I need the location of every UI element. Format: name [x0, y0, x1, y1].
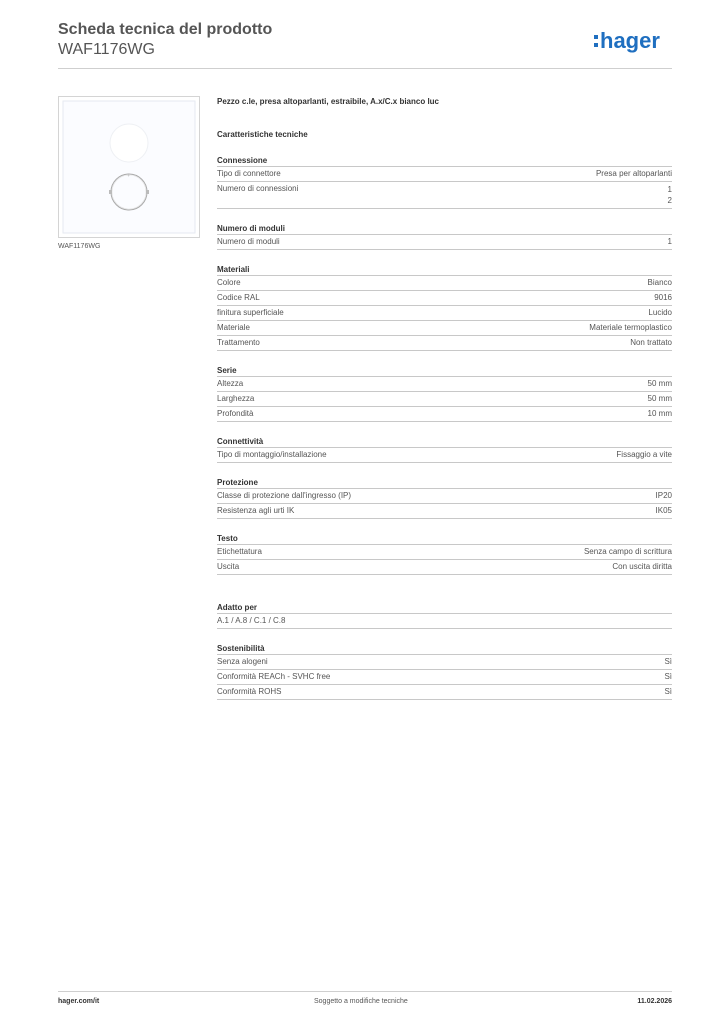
- section-title: Connettività: [217, 436, 672, 448]
- spec-value: IP20: [655, 491, 672, 500]
- footer-divider: [58, 991, 672, 992]
- spec-value: Presa per altoparlanti: [595, 169, 672, 178]
- spec-label: Tipo di connettore: [217, 169, 281, 178]
- spec-value: Sì: [664, 687, 672, 696]
- section-title: Sostenibilità: [217, 643, 672, 655]
- section-adatto-per: [217, 602, 672, 629]
- section-title: Serie: [217, 365, 672, 377]
- spec-row: [217, 504, 672, 519]
- spec-label: Conformità REACh - SVHC free: [217, 672, 331, 681]
- spec-row: [217, 489, 672, 504]
- spec-row: [217, 545, 672, 560]
- spec-label: finitura superficiale: [217, 308, 284, 317]
- footer-note: Soggetto a modifiche tecniche: [314, 998, 408, 1005]
- spec-row: [217, 407, 672, 422]
- characteristics-title: Caratteristiche tecniche: [217, 130, 308, 139]
- spec-row: [217, 377, 672, 392]
- product-image: [58, 96, 200, 238]
- page-title: Scheda tecnica del prodotto: [58, 21, 273, 38]
- spec-value: Materiale termoplastico: [589, 323, 672, 332]
- section-title: Connessione: [217, 155, 672, 167]
- spec-row: [217, 448, 672, 463]
- spec-label: Codice RAL: [217, 293, 260, 302]
- section-title: Numero di moduli: [217, 223, 672, 235]
- spec-label: Altezza: [217, 379, 244, 388]
- section-sostenibilita: [217, 643, 672, 700]
- section-title: Adatto per: [217, 602, 672, 614]
- section-moduli: [217, 223, 672, 250]
- svg-text:+: +: [127, 173, 130, 179]
- footer-date: 11.02.2026: [637, 998, 672, 1005]
- spec-value: Sì: [664, 672, 672, 681]
- footer-website-link[interactable]: hager.com/it: [58, 998, 100, 1005]
- spec-value: 10 mm: [647, 409, 672, 418]
- spec-value: 50 mm: [647, 379, 672, 388]
- section-protezione: [217, 477, 672, 519]
- section-materiali: [217, 264, 672, 351]
- spec-label: Profondità: [217, 409, 254, 418]
- spec-value: 9016: [654, 293, 672, 302]
- hager-logo: [592, 26, 672, 54]
- product-description: Pezzo c.le, presa altoparlanti, estraibile, A.x/C.x bianco luc: [217, 97, 439, 106]
- spec-value: 1: [667, 185, 672, 194]
- spec-row: [217, 167, 672, 182]
- spec-row: [217, 235, 672, 250]
- section-connessione: [217, 155, 672, 209]
- image-caption: WAF1176WG: [58, 243, 101, 250]
- spec-label: A.1 / A.8 / C.1 / C.8: [217, 616, 286, 625]
- spec-label: Materiale: [217, 323, 250, 332]
- spec-value: IK05: [655, 506, 672, 515]
- spec-label: Numero di moduli: [217, 237, 280, 246]
- section-title: Testo: [217, 533, 672, 545]
- spec-value: Non trattato: [630, 338, 672, 347]
- spec-row: [217, 655, 672, 670]
- spec-value: Bianco: [647, 278, 672, 287]
- spec-row: [217, 276, 672, 291]
- spec-label: Tipo di montaggio/installazione: [217, 450, 327, 459]
- product-code: WAF1176WG: [58, 41, 155, 58]
- spec-value: Con uscita diritta: [612, 562, 672, 571]
- header-divider: [58, 68, 672, 69]
- product-illustration: [59, 97, 199, 237]
- spec-value-group: [668, 184, 672, 206]
- spec-row: [217, 685, 672, 700]
- spec-value: Senza campo di scrittura: [583, 547, 672, 556]
- spec-label: Conformità ROHS: [217, 687, 282, 696]
- spec-value: 1: [667, 237, 672, 246]
- spec-row: [217, 614, 672, 629]
- spec-row: [217, 336, 672, 351]
- spec-label: Senza alogeni: [217, 657, 268, 666]
- spec-row: [217, 306, 672, 321]
- spec-value: Sì: [664, 657, 672, 666]
- spec-label: Etichettatura: [217, 547, 262, 556]
- section-title: Materiali: [217, 264, 672, 276]
- spec-row: [217, 291, 672, 306]
- spec-label: Uscita: [217, 562, 240, 571]
- spec-value: Fissaggio a vite: [616, 450, 672, 459]
- spec-label: Classe di protezione dall'ingresso (IP): [217, 491, 352, 500]
- spec-panel: [217, 96, 672, 700]
- spec-value: 2: [667, 196, 672, 205]
- spec-label: Colore: [217, 278, 241, 287]
- spec-row: [217, 182, 672, 209]
- spec-label: Larghezza: [217, 394, 255, 403]
- spec-label: Numero di connessioni: [217, 184, 299, 193]
- page-header: [58, 20, 672, 60]
- logo-text: hager: [600, 28, 660, 53]
- spec-label: Trattamento: [217, 338, 260, 347]
- spec-value: Lucido: [648, 308, 672, 317]
- section-testo: [217, 533, 672, 575]
- section-serie: [217, 365, 672, 422]
- section-connettivita: [217, 436, 672, 463]
- spec-row: [217, 670, 672, 685]
- spec-label: Resistenza agli urti IK: [217, 506, 295, 515]
- spec-row: [217, 392, 672, 407]
- spec-row: [217, 560, 672, 575]
- section-title: Protezione: [217, 477, 672, 489]
- spec-row: [217, 321, 672, 336]
- spec-value: 50 mm: [647, 394, 672, 403]
